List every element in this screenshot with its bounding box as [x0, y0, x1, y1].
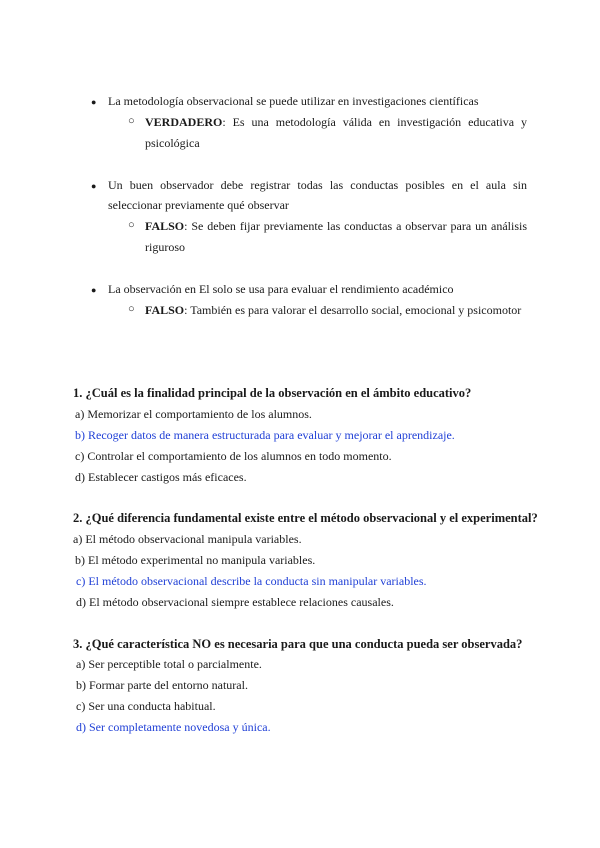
- question-3-option-a: a) Ser perceptible total o parcialmente.: [76, 657, 262, 671]
- sub-bullet-icon: ○: [128, 219, 135, 231]
- question-3-title: 3. ¿Qué característica NO es necesaria para que una conducta pueda ser observada?: [73, 637, 523, 651]
- explanation-text: : Es una metodología válida en investigación educativa y: [222, 115, 527, 129]
- answer-verdadero: VERDADERO: [145, 115, 223, 129]
- question-3-option-b: b) Formar parte del entorno natural.: [76, 678, 248, 692]
- statement-3-text: La observación en El solo se usa para evaluar el rendimiento académico: [108, 282, 454, 296]
- answer-falso: FALSO: [145, 303, 185, 317]
- question-2-option-b: b) El método experimental no manipula variables.: [75, 553, 316, 567]
- sub-bullet-icon: ○: [128, 303, 135, 315]
- statement-1-explanation-cont: psicológica: [145, 136, 200, 150]
- question-1-option-d: d) Establecer castigos más eficaces.: [75, 470, 247, 484]
- answer-falso: FALSO: [145, 219, 185, 233]
- statement-2-text-cont: seleccionar previamente qué observar: [108, 198, 289, 212]
- question-1-option-c: c) Controlar el comportamiento de los alumnos en todo momento.: [75, 449, 392, 463]
- statement-2-explanation: [145, 219, 527, 234]
- bullet-icon: ●: [91, 285, 97, 295]
- bullet-icon: ●: [91, 181, 97, 191]
- question-2-option-a: a) El método observacional manipula variables.: [73, 532, 302, 546]
- statement-1-text: La metodología observacional se puede utilizar en investigaciones científicas: [108, 94, 479, 108]
- question-1-option-b-correct: b) Recoger datos de manera estructurada para evaluar y mejorar el aprendizaje.: [75, 428, 455, 442]
- question-2-title: 2. ¿Qué diferencia fundamental existe entre el método observacional y el experimental?: [73, 511, 538, 525]
- statement-2-explanation-cont: riguroso: [145, 240, 185, 254]
- question-2-option-d: d) El método observacional siempre establece relaciones causales.: [76, 595, 394, 609]
- explanation-text: : Se deben fijar previamente las conductas a observar para un análisis: [184, 219, 527, 233]
- question-3-option-d-correct: d) Ser completamente novedosa y única.: [76, 720, 271, 734]
- question-1-title: 1. ¿Cuál es la finalidad principal de la observación en el ámbito educativo?: [73, 386, 472, 400]
- question-3-option-c: c) Ser una conducta habitual.: [76, 699, 216, 713]
- explanation-text: : También es para valorar el desarrollo social, emocional y psicomotor: [184, 303, 522, 317]
- question-1-option-a: a) Memorizar el comportamiento de los alumnos.: [75, 407, 312, 421]
- bullet-icon: ●: [91, 97, 97, 107]
- statement-3-explanation: [145, 303, 521, 318]
- question-2-option-c-correct: c) El método observacional describe la conducta sin manipular variables.: [76, 574, 427, 588]
- statement-1-explanation: [145, 115, 527, 130]
- sub-bullet-icon: ○: [128, 115, 135, 127]
- statement-2-text: Un buen observador debe registrar todas las conductas posibles en el aula sin: [108, 178, 527, 192]
